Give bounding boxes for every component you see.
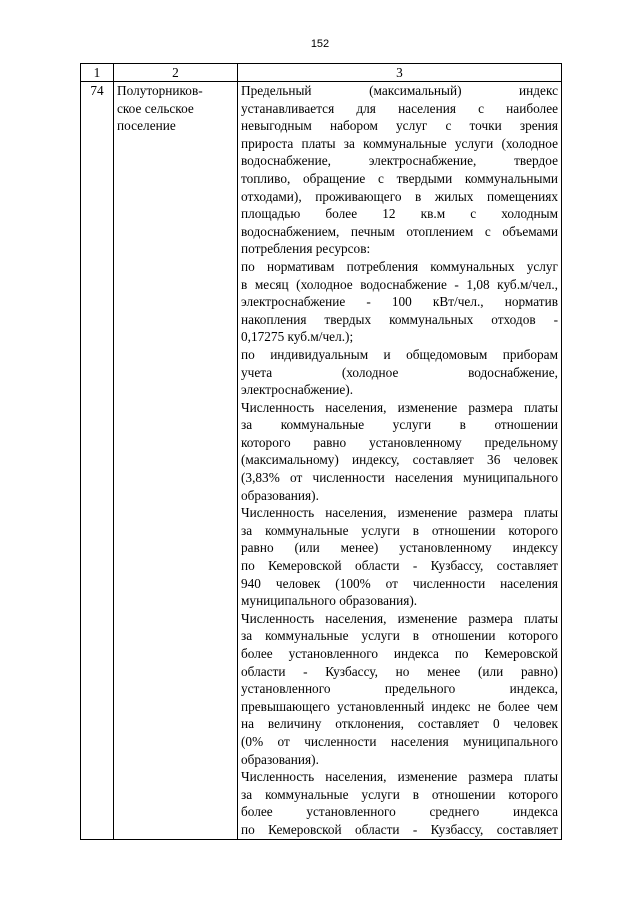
column-header-3: 3 bbox=[238, 64, 562, 82]
column-header-1: 1 bbox=[81, 64, 114, 82]
row-number-cell: 74 bbox=[81, 82, 114, 840]
description-line: по нормативам потребления коммунальных услуг bbox=[241, 258, 558, 274]
description-line: за коммунальные услуги в отношении bbox=[241, 417, 558, 433]
description-line: отходами), проживающего в жилых помещениях bbox=[241, 188, 558, 204]
municipal-index-table bbox=[80, 63, 562, 840]
municipality-line: ское сельское bbox=[117, 100, 194, 116]
description-line: (0% от численности населения муниципального bbox=[241, 733, 558, 749]
description-line: электроснабжение - 100 кВт/чел., норматив bbox=[241, 294, 558, 310]
description-line: области - Кузбассу, но менее (или равно) bbox=[241, 663, 558, 679]
description-line: Численность населения, изменение размера платы bbox=[241, 399, 558, 415]
description-line: на величину отклонения, составляет 0 человек bbox=[241, 716, 558, 732]
description-line: невыгодным набором услуг с точки зрения bbox=[241, 118, 558, 134]
description-line: Предельный (максимальный) индекс bbox=[241, 83, 558, 98]
description-line: 0,17275 куб.м/чел.); bbox=[241, 329, 354, 345]
page-number: 152 bbox=[310, 38, 330, 50]
description-cell bbox=[238, 82, 562, 840]
description-line: по индивидуальным и общедомовым приборам bbox=[241, 346, 558, 362]
description-line: накопления твердых коммунальных отходов - bbox=[241, 311, 558, 327]
description-line: более установленного среднего индекса bbox=[241, 804, 558, 820]
description-line: водоснабжение, электроснабжение, твердое bbox=[241, 153, 558, 169]
table-row bbox=[81, 82, 562, 840]
description-line: 940 человек (100% от численности населения bbox=[241, 575, 558, 591]
description-line: площадью более 12 кв.м с холодным bbox=[241, 206, 558, 222]
description-line: образования). bbox=[241, 751, 319, 767]
description-line: муниципального образования). bbox=[241, 593, 418, 609]
description-line: Численность населения, изменение размера платы bbox=[241, 610, 558, 626]
description-line: устанавливается для населения с наиболее bbox=[241, 100, 558, 116]
description-line: прироста платы за коммунальные услуги (холодное bbox=[241, 135, 558, 151]
municipality-line: поселение bbox=[117, 118, 176, 134]
description-line: по Кемеровской области - Кузбассу, составляет bbox=[241, 821, 558, 837]
description-line: учета (холодное водоснабжение, bbox=[241, 364, 558, 380]
description-line: потребления ресурсов: bbox=[241, 241, 371, 257]
description-line: по Кемеровской области - Кузбассу, составляет bbox=[241, 558, 558, 574]
description-line: Численность населения, изменение размера платы bbox=[241, 769, 558, 785]
description-line: в месяц (холодное водоснабжение - 1,08 куб.м/чел., bbox=[241, 276, 558, 292]
description-line: образования). bbox=[241, 487, 319, 503]
table-header-row bbox=[81, 64, 562, 82]
column-header-2: 2 bbox=[114, 64, 238, 82]
municipality-cell bbox=[114, 82, 238, 840]
description-line: равно (или менее) установленному индексу bbox=[241, 540, 558, 556]
description-line: установленного предельного индекса, bbox=[241, 681, 558, 697]
description-line: (3,83% от численности населения муниципального bbox=[241, 470, 558, 486]
description-line: Численность населения, изменение размера платы bbox=[241, 505, 558, 521]
description-line: водоснабжением, печным отоплением с объемами bbox=[241, 223, 558, 239]
description-line: (максимальному) индексу, составляет 36 человек bbox=[241, 452, 558, 468]
municipality-line: Полуторников- bbox=[117, 83, 203, 98]
description-line: которого равно установленному предельному bbox=[241, 434, 558, 450]
description-line: за коммунальные услуги в отношении которого bbox=[241, 522, 558, 538]
description-line: более установленного индекса по Кемеровской bbox=[241, 646, 558, 661]
description-line: за коммунальные услуги в отношении которого bbox=[241, 628, 558, 644]
description-line: топливо, обращение с твердыми коммунальными bbox=[241, 170, 558, 186]
description-line: электроснабжение). bbox=[241, 382, 354, 398]
description-line: превышающего установленный индекс не более чем bbox=[241, 698, 558, 714]
description-line: за коммунальные услуги в отношении которого bbox=[241, 786, 558, 802]
